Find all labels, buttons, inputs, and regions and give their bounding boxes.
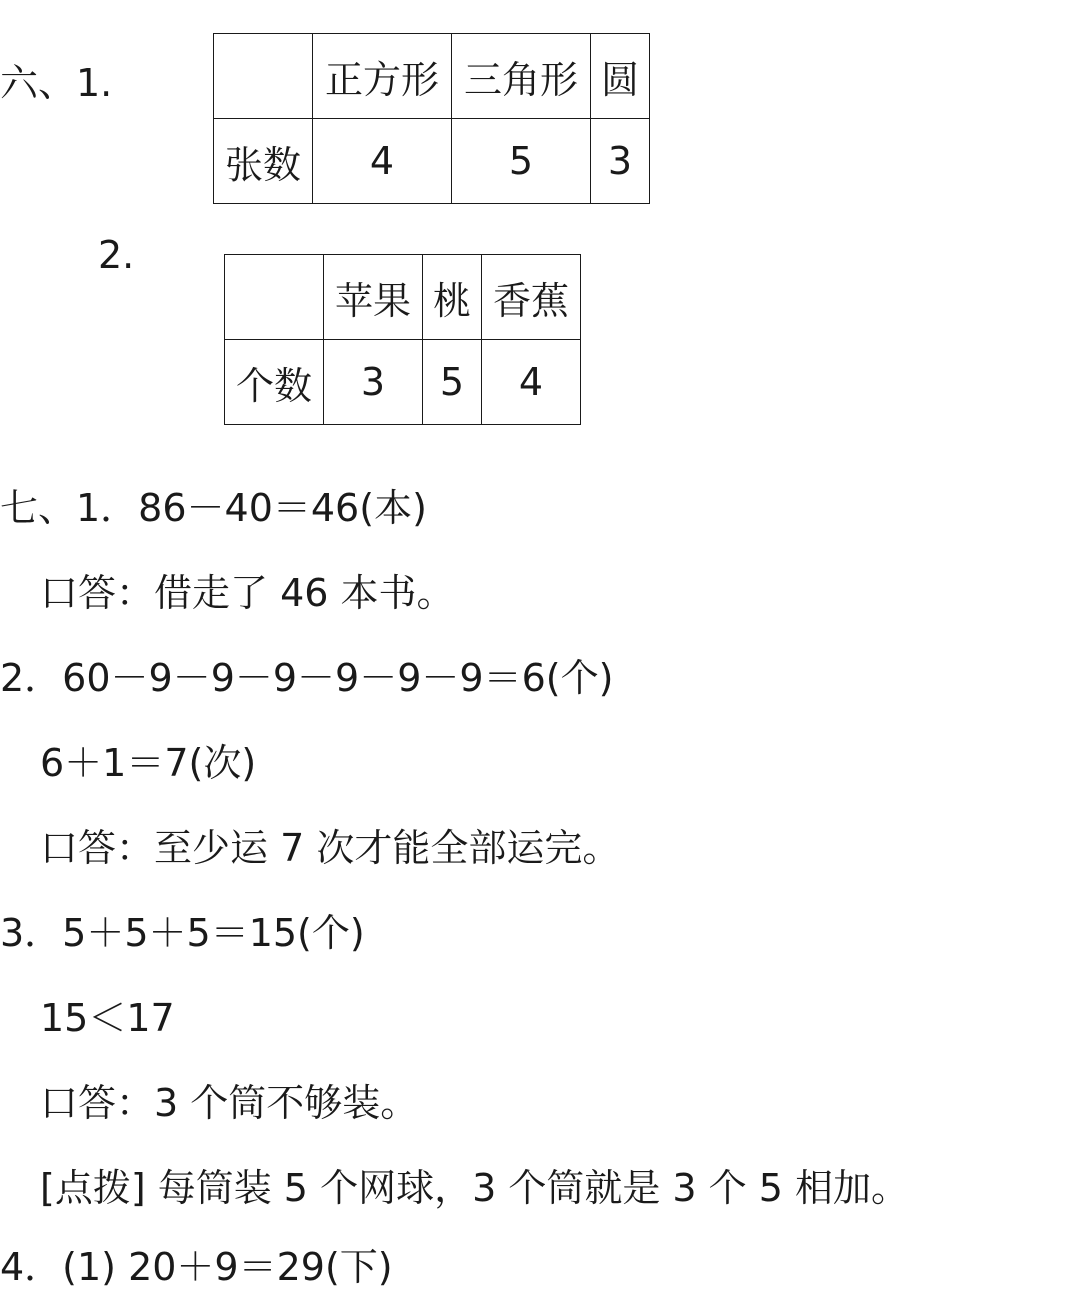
answer-line: 6＋1＝7(次) [40,741,257,785]
answer-line: 七、1．86－40＝46(本) [0,486,427,530]
table-row [214,34,650,119]
table-row-label: 个数 [225,340,324,425]
answer-line: 15＜17 [40,996,175,1040]
table-header-apple: 苹果 [324,255,423,340]
answer-line: 4．(1) 20＋9＝29(下) [0,1245,393,1289]
table-corner-cell [225,255,324,340]
table-header-square: 正方形 [313,34,452,119]
table-cell: 3 [591,119,650,204]
table-cell: 5 [423,340,482,425]
section-6-heading: 六、1. [0,61,113,105]
table-cell: 4 [313,119,452,204]
answer-line: 口答：至少运 7 次才能全部运完。 [40,826,621,870]
hint-line: [点拨] 每筒装 5 个网球，3 个筒就是 3 个 5 相加。 [40,1166,909,1210]
answer-line: 3．5＋5＋5＝15(个) [0,911,365,955]
table-row [225,340,581,425]
table-header-banana: 香蕉 [482,255,581,340]
table-cell: 5 [452,119,591,204]
answer-line: 口答：借走了 46 本书。 [40,571,455,615]
table-header-circle: 圆 [591,34,650,119]
table-cell: 3 [324,340,423,425]
question-2-label: 2. [98,233,135,277]
table-corner-cell [214,34,313,119]
answer-line: 口答：3 个筒不够装。 [40,1081,419,1125]
answer-line: 2．60－9－9－9－9－9－9＝6(个) [0,656,614,700]
table-row [214,119,650,204]
fruit-count-table [224,254,581,425]
table-cell: 4 [482,340,581,425]
shape-count-table [213,33,650,204]
table-row [225,255,581,340]
table-header-peach: 桃 [423,255,482,340]
table-row-label: 张数 [214,119,313,204]
table-header-triangle: 三角形 [452,34,591,119]
